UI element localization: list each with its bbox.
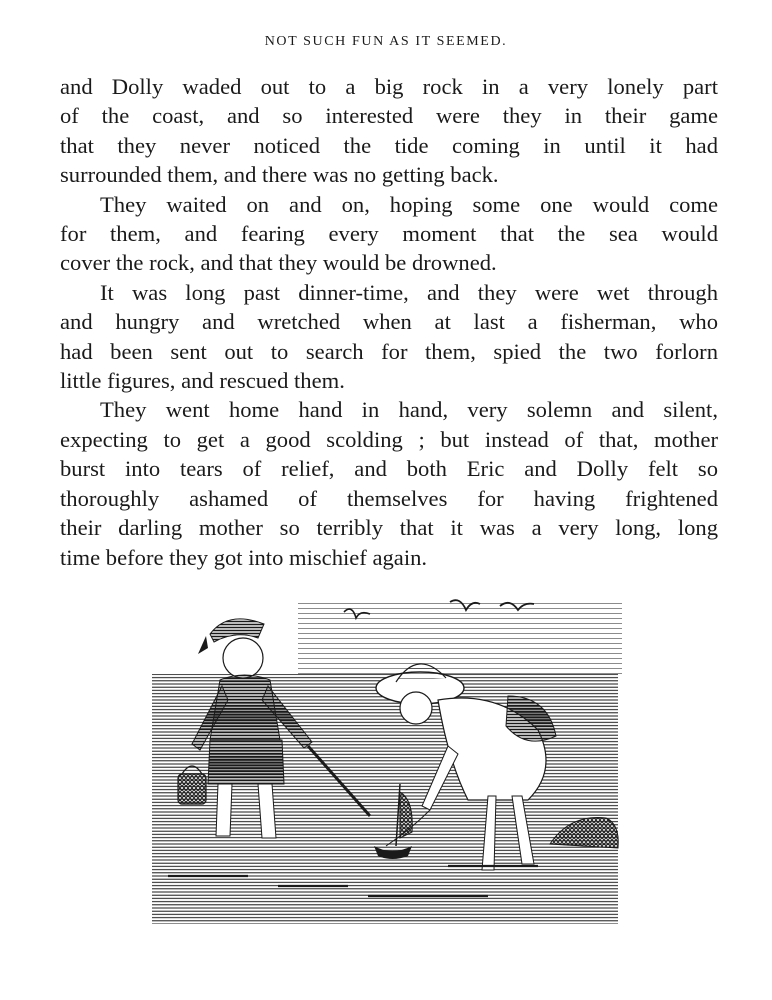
- text-line: little figures, and rescued them.: [60, 368, 345, 394]
- text-line: It was long past dinner-time, and they were wet through: [100, 279, 718, 305]
- text-line: had been sent out to search for them, spied the two forlorn: [60, 338, 718, 364]
- engraving-illustration: [148, 596, 624, 926]
- text-line: burst into tears of relief, and both Eric and Dolly felt so: [60, 456, 718, 482]
- text-line: They went home hand in hand, very solemn and silent,: [100, 397, 718, 423]
- text-line: surrounded them, and there was no getting back.: [60, 162, 499, 188]
- running-head: NOT SUCH FUN AS IT SEEMED.: [264, 34, 508, 49]
- text-line: cover the rock, and that they would be drowned.: [60, 250, 497, 276]
- paragraph-1: [60, 72, 718, 190]
- text-line: expecting to get a good scolding ; but instead of that, mother: [60, 426, 718, 452]
- text-line: They waited on and on, hoping some one would come: [100, 191, 718, 217]
- text-line: and Dolly waded out to a big rock in a very lonely part: [60, 74, 718, 99]
- paragraph-2: [60, 190, 718, 278]
- text-line: that they never noticed the tide coming in until it had: [60, 132, 718, 158]
- text-line: time before they got into mischief again.: [60, 544, 428, 570]
- sky-hatching: [298, 600, 622, 674]
- children-wading-engraving: [148, 596, 624, 926]
- body-text: [60, 72, 718, 572]
- paragraph-4: [60, 395, 718, 571]
- text-line: for them, and fearing every moment that the sea would: [60, 221, 718, 247]
- text-line: and hungry and wretched when at last a fisherman, who: [60, 309, 718, 335]
- text-line: their darling mother so terribly that it was a very long, long: [60, 515, 718, 541]
- text-line: thoroughly ashamed of themselves for having frightened: [60, 485, 718, 511]
- paragraph-3: [60, 278, 718, 396]
- text-line: of the coast, and so interested were they in their game: [60, 103, 718, 129]
